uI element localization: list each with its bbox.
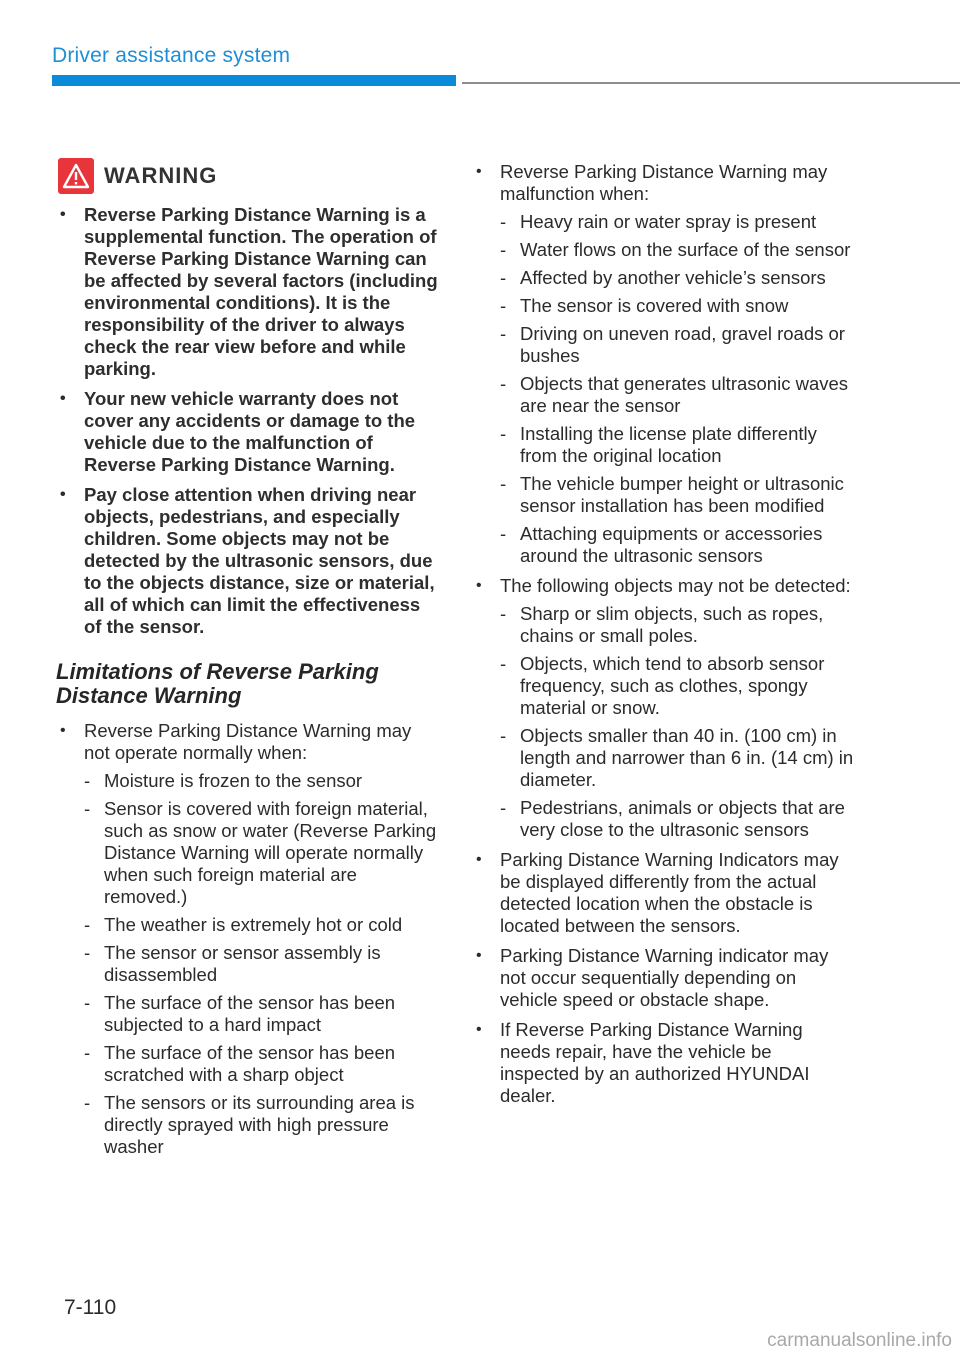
sub-list-item: - The sensor is covered with snow [500, 295, 854, 317]
sub-list-item: - Driving on uneven road, gravel roads or bushes [500, 323, 854, 367]
warning-list [58, 204, 438, 638]
left-column [58, 158, 438, 1166]
sub-list-item: - Objects, which tend to absorb sensor frequency, such as clothes, spongy material or snow. [500, 653, 854, 719]
warning-header [58, 158, 438, 194]
limitations-list-left [58, 720, 438, 1158]
sub-list-item: - Affected by another vehicle’s sensors [500, 267, 854, 289]
list-item [58, 720, 438, 1158]
header-rule [462, 82, 960, 84]
sub-list-item: - The sensor or sensor assembly is disassembled [84, 942, 438, 986]
warning-triangle-icon [58, 158, 94, 194]
limitations-list-right [474, 161, 854, 1107]
right-column [474, 161, 854, 1115]
sub-list-item: - Objects that generates ultrasonic waves are near the sensor [500, 373, 854, 417]
list-item: • Parking Distance Warning indicator may not occur sequentially depending on vehicle speed or obstacle shape. [474, 945, 854, 1011]
page-header-title: Driver assistance system [52, 44, 291, 67]
sub-list-item: - The vehicle bumper height or ultrasonic sensor installation has been modified [500, 473, 854, 517]
sub-list-item: - Heavy rain or water spray is present [500, 211, 854, 233]
list-item-intro: Reverse Parking Distance Warning may not operate normally when: [84, 720, 412, 763]
warning-title: WARNING [104, 163, 218, 188]
warning-item: • Reverse Parking Distance Warning is a supplemental function. The operation of Reverse Parking Distance Warning can be affected by several factors (including environmental conditions). It is the responsibility of the driver to always check the rear view before and while parking. [58, 204, 438, 380]
sub-list-item: - Sensor is covered with foreign material, such as snow or water (Reverse Parking Distance Warning will operate normally when such foreign material are removed.) [84, 798, 438, 908]
sub-list-item: - Sharp or slim objects, such as ropes, chains or small poles. [500, 603, 854, 647]
sub-list [84, 770, 438, 1158]
sub-list-item: - Pedestrians, animals or objects that are very close to the ultrasonic sensors [500, 797, 854, 841]
header-rule-accent [52, 75, 456, 86]
sub-list-item: - Attaching equipments or accessories around the ultrasonic sensors [500, 523, 854, 567]
list-item [474, 575, 854, 841]
sub-list-item: - The sensors or its surrounding area is directly sprayed with high pressure washer [84, 1092, 438, 1158]
list-item: • If Reverse Parking Distance Warning needs repair, have the vehicle be inspected by an authorized HYUNDAI dealer. [474, 1019, 854, 1107]
warning-item: • Your new vehicle warranty does not cover any accidents or damage to the vehicle due to the malfunction of Reverse Parking Distance Warning. [58, 388, 438, 476]
warning-item: • Pay close attention when driving near objects, pedestrians, and especially children. Some objects may not be detected by the ultrasonic sensors, due to the objects distance, size or material, all of which can limit the effectiveness of the sensor. [58, 484, 438, 638]
watermark: carmanualsonline.info [767, 1330, 952, 1351]
page-number: 7-110 [64, 1296, 117, 1319]
list-item [474, 161, 854, 567]
list-item-intro: Reverse Parking Distance Warning may malfunction when: [500, 161, 828, 204]
sub-list-item: - Objects smaller than 40 in. (100 cm) in length and narrower than 6 in. (14 cm) in diameter. [500, 725, 854, 791]
sub-list-item: - Installing the license plate differently from the original location [500, 423, 854, 467]
sub-list [500, 211, 854, 567]
list-item: • Parking Distance Warning Indicators may be displayed differently from the actual detected location when the obstacle is located between the sensors. [474, 849, 854, 937]
sub-list-item: - The weather is extremely hot or cold [84, 914, 438, 936]
sub-list-item: - The surface of the sensor has been scratched with a sharp object [84, 1042, 438, 1086]
sub-list-item: - Moisture is frozen to the sensor [84, 770, 438, 792]
sub-list-item: - The surface of the sensor has been subjected to a hard impact [84, 992, 438, 1036]
sub-list [500, 603, 854, 841]
sub-list-item: - Water flows on the surface of the sensor [500, 239, 854, 261]
section-title: Limitations of Reverse Parking Distance Warning [56, 659, 379, 708]
list-item-intro: The following objects may not be detected: [500, 575, 851, 596]
